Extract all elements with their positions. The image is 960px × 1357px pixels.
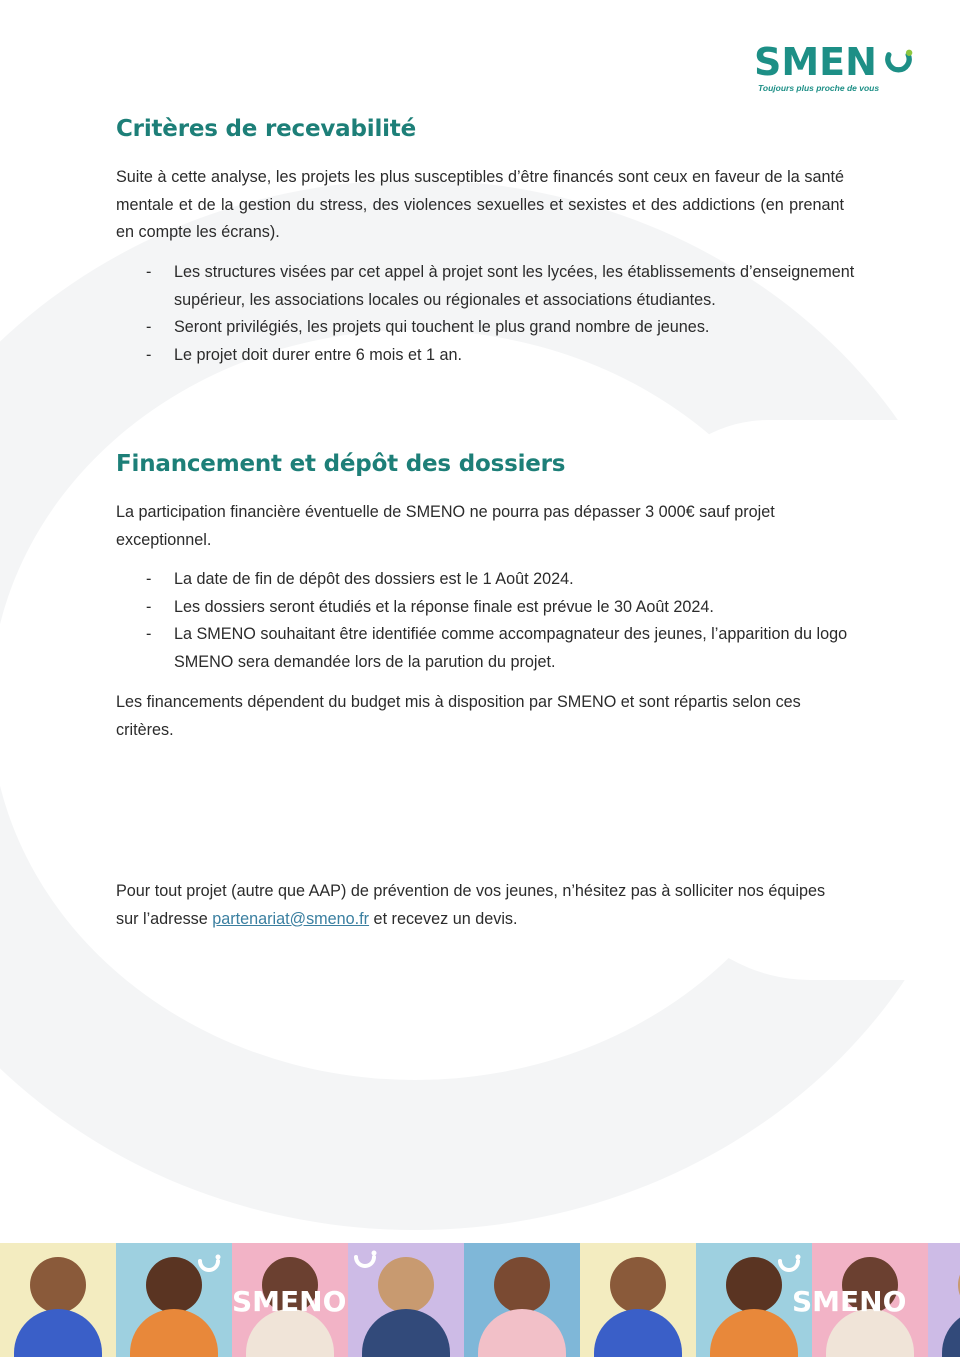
list-item: - Le projet doit durer entre 6 mois et 1 an. (116, 342, 856, 370)
contact-text: Pour tout projet (autre que AAP) de prévention de vos jeunes, n’hésitez pas à solliciter nos équipes sur l’adresse (116, 882, 826, 928)
photo-tile (348, 1243, 464, 1357)
photo-tile (580, 1243, 696, 1357)
paragraph: Suite à cette analyse, les projets les plus susceptibles d’être financés sont ceux en faveur de la santé mentale et de la gestion du stress, des violences sexuelles et sexistes et des addictions (en prenant en compte les écrans). (116, 168, 844, 241)
section-financing (116, 451, 844, 477)
list-item: - La SMENO souhaitant être identifiée comme accompagnateur des jeunes, l’apparition du logo SMENO sera demandée lors de la parution du projet. (116, 621, 856, 676)
contact-paragraph (116, 878, 846, 933)
financing-intro-block (116, 499, 844, 554)
logo-wordmark: SMEN (754, 40, 877, 84)
strip-brand-text: SMENO (232, 1285, 347, 1318)
financing-list (116, 566, 856, 676)
logo-tagline: Toujours plus proche de vous (758, 83, 880, 93)
section-title: Financement et dépôt des dossiers (116, 451, 566, 477)
photo-tile (116, 1243, 232, 1357)
list-item: - Seront privilégiés, les projets qui touchent le plus grand nombre de jeunes. (116, 314, 856, 342)
strip-brand-text: SMENO (792, 1285, 907, 1318)
paragraph: Les financements dépendent du budget mis à disposition par SMENO et sont répartis selon ces critères. (116, 693, 801, 739)
financing-outro-block (116, 689, 844, 744)
smile-icon (352, 1249, 378, 1275)
photo-tile (464, 1243, 580, 1357)
smile-icon (776, 1253, 802, 1279)
email-link[interactable]: partenariat@smeno.fr (212, 909, 370, 928)
section-criteria (116, 116, 844, 142)
list-item: - Les dossiers seront étudiés et la réponse finale est prévue le 30 Août 2024. (116, 594, 856, 622)
logo-smile-icon (884, 47, 913, 76)
smeno-logo (754, 40, 924, 100)
list-item: - La date de fin de dépôt des dossiers est le 1 Août 2024. (116, 566, 856, 594)
section-title: Critères de recevabilité (116, 116, 417, 142)
criteria-list (116, 259, 856, 369)
photo-tile (0, 1243, 116, 1357)
paragraph: La participation financière éventuelle de SMENO ne pourra pas dépasser 3 000€ sauf projet exceptionnel. (116, 503, 775, 549)
criteria-intro-block (116, 164, 844, 247)
photo-tile (928, 1243, 960, 1357)
contact-text-end: et recevez un devis. (369, 909, 518, 928)
contact-block (116, 878, 846, 933)
list-item: - Les structures visées par cet appel à projet sont les lycées, les établissements d’enseignement supérieur, les associations locales ou régionales et associations étudiantes. (116, 259, 856, 314)
smile-icon (196, 1253, 222, 1279)
